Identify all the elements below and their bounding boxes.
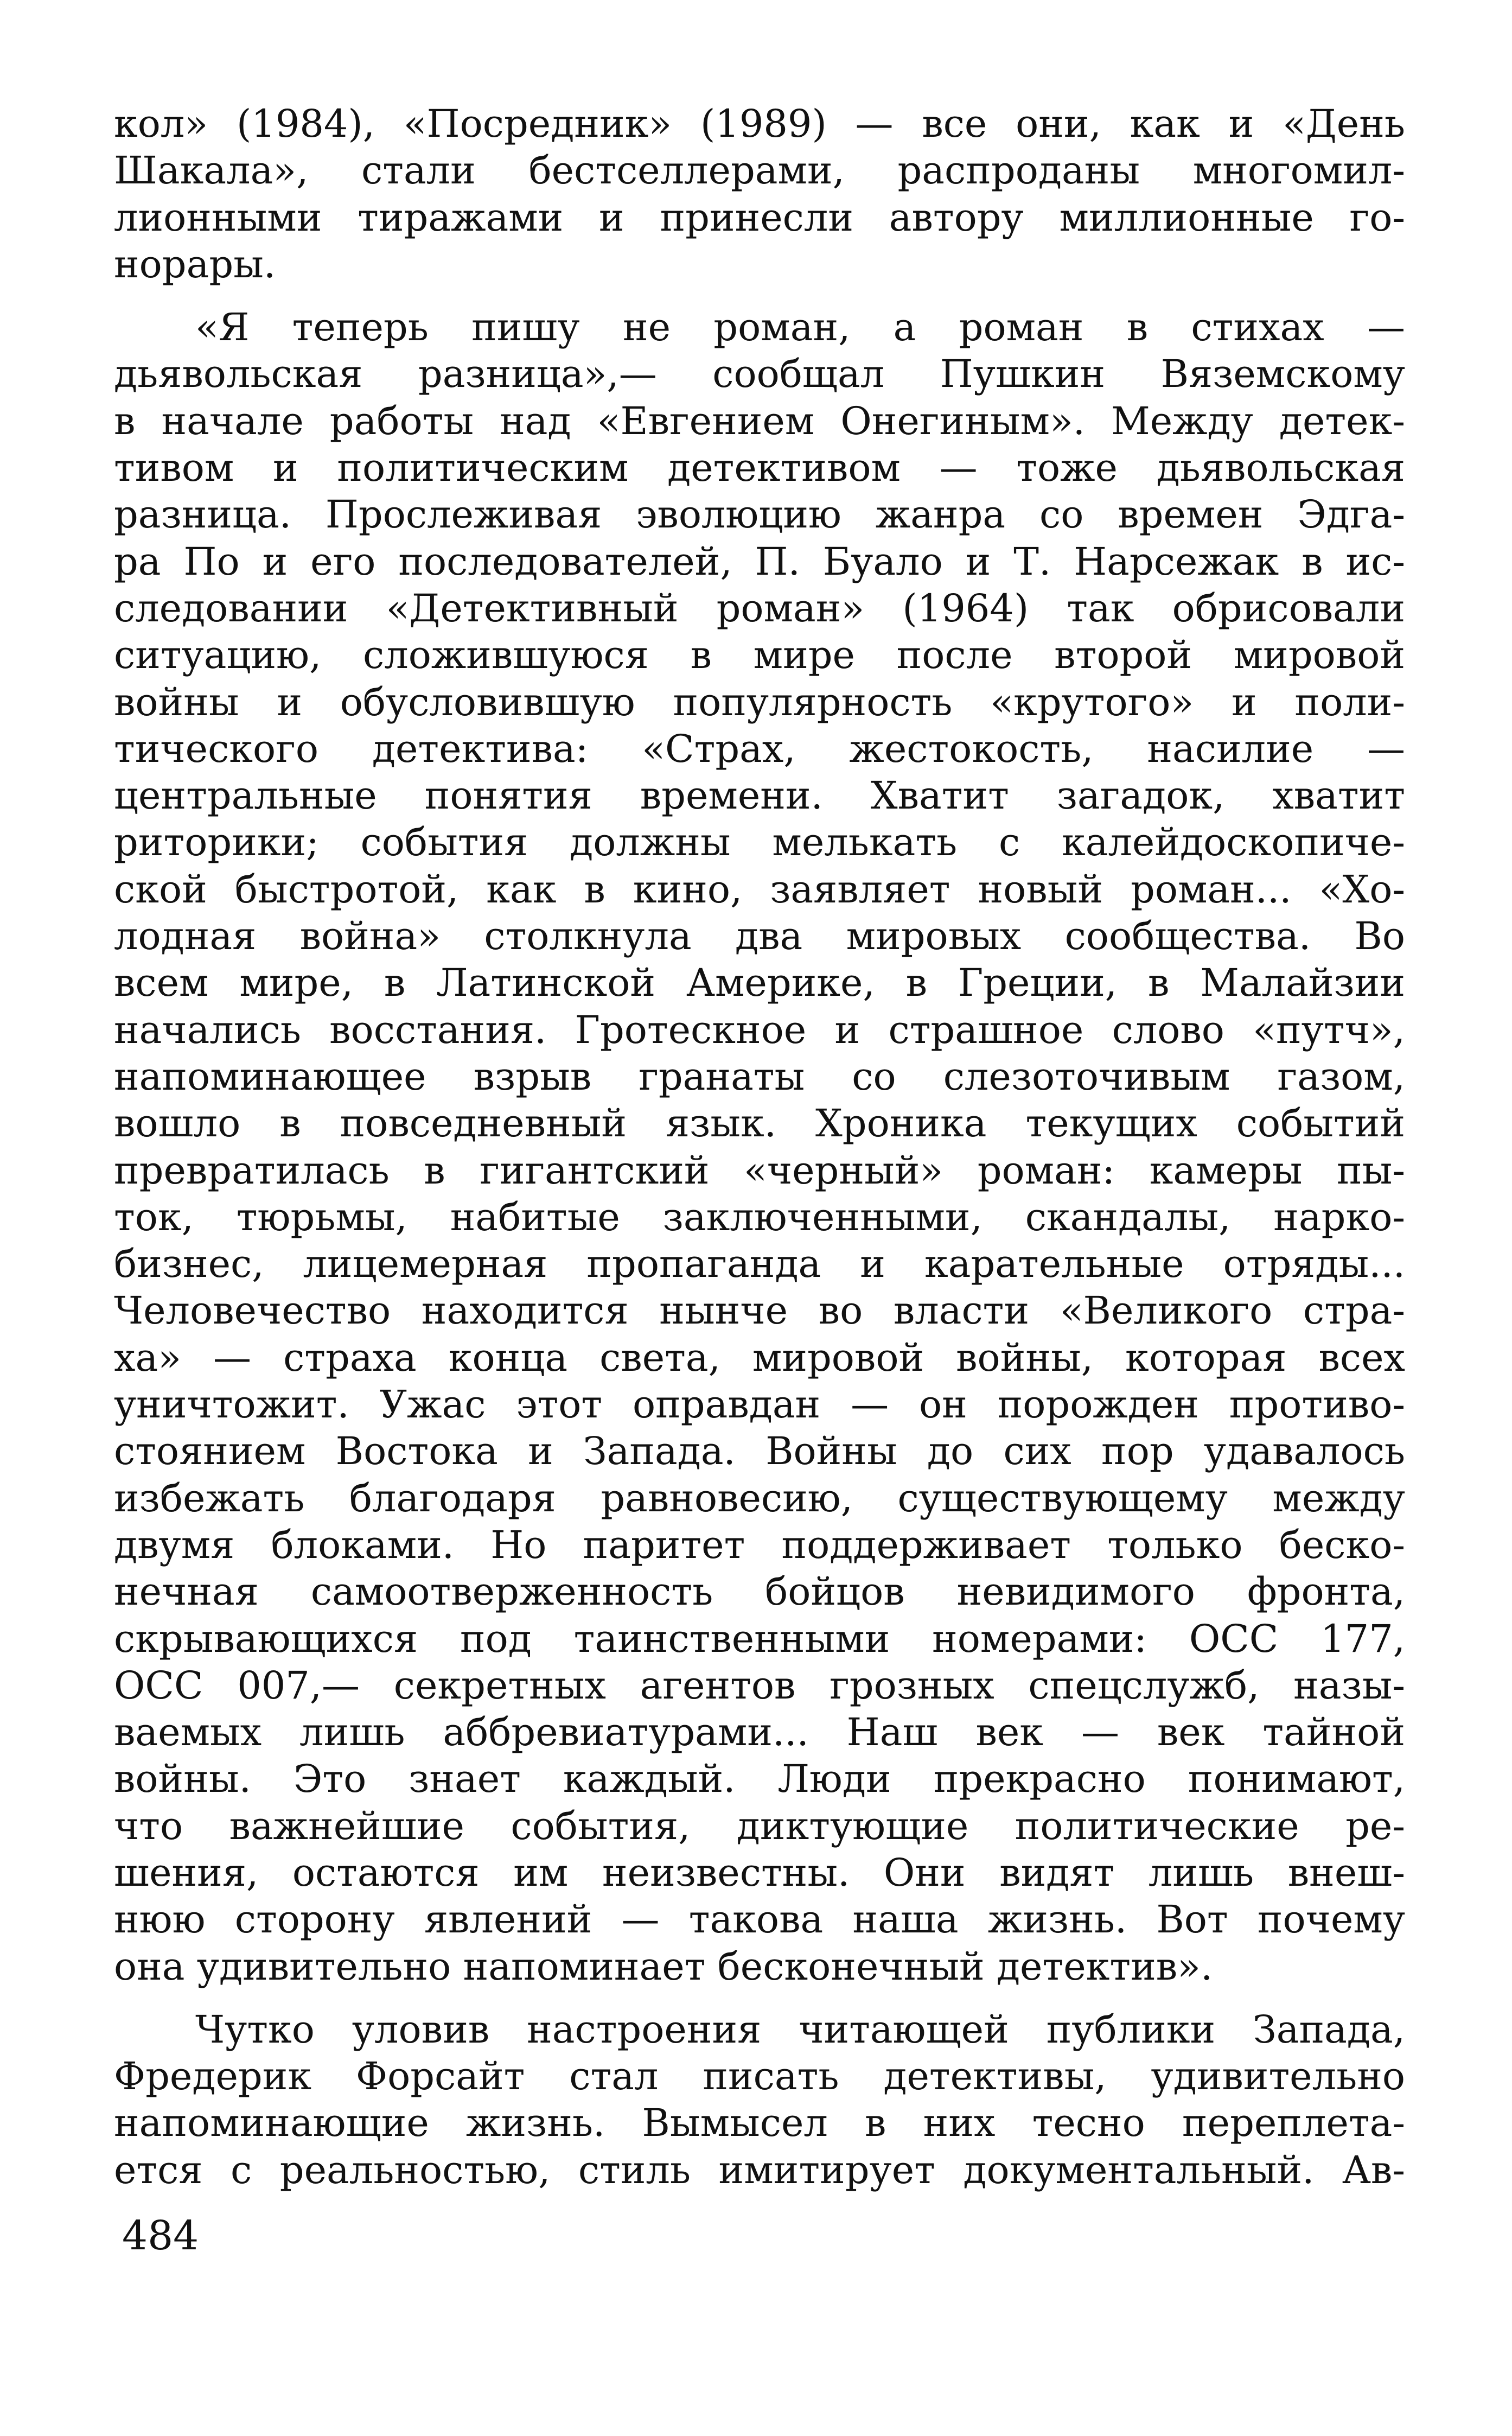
text-line: уничтожит. Ужас этот оправдан — он порожден противо-	[114, 1382, 1405, 1427]
paragraph-3	[114, 2006, 1405, 2193]
text-line: ситуацию, сложившуюся в мире после второй мировой	[114, 633, 1405, 678]
text-line: ется с реальностью, стиль имитирует документальный. Ав-	[114, 2147, 1405, 2192]
text-line: следовании «Детективный роман» (1964) так обрисовали	[114, 586, 1405, 631]
text-line: напоминающее взрыв гранаты со слезоточивым газом,	[114, 1054, 1405, 1099]
text-line: Чутко уловив настроения читающей публики Запада,	[195, 2007, 1405, 2052]
text-line: ха» — страха конца света, мировой войны, которая всех	[114, 1335, 1405, 1380]
text-line: превратилась в гигантский «черный» роман: камеры пы-	[114, 1148, 1405, 1193]
paragraph-gap	[114, 1990, 1405, 2006]
text-line: напоминающие жизнь. Вымысел в них тесно переплета-	[114, 2101, 1405, 2146]
text-line: войны. Это знает каждый. Люди прекрасно понимают,	[114, 1757, 1405, 1802]
text-line: нюю сторону явлений — такова наша жизнь. Вот почему	[114, 1897, 1405, 1942]
text-line: центральные понятия времени. Хватит загадок, хватит	[114, 773, 1405, 818]
text-line: тивом и политическим детективом — тоже дьявольская	[114, 446, 1405, 491]
text-line: кол» (1984), «Посредник» (1989) — все они, как и «День	[114, 101, 1405, 146]
text-line: ОСС 007,— секретных агентов грозных спецслужб, назы-	[114, 1663, 1405, 1708]
paragraph-2	[114, 304, 1405, 1990]
text-line: норары.	[114, 241, 276, 287]
page-number: 484	[122, 2212, 199, 2259]
text-line: войны и обусловившую популярность «крутого» и поли-	[114, 679, 1405, 724]
text-line: двумя блоками. Но паритет поддерживает только беско-	[114, 1522, 1405, 1567]
text-line: ской быстротой, как в кино, заявляет новый роман... «Хо-	[114, 867, 1405, 912]
text-line: «Я теперь пишу не роман, а роман в стихах —	[195, 305, 1405, 350]
text-line: дьявольская разница»,— сообщал Пушкин Вяземскому	[114, 352, 1405, 397]
text-line: риторики; события должны мелькать с калейдоскопиче-	[114, 820, 1405, 865]
paragraph-gap	[114, 288, 1405, 304]
page-body	[114, 100, 1405, 2193]
text-line: нечная самоотверженность бойцов невидимого фронта,	[114, 1569, 1405, 1614]
text-line: начались восстания. Гротескное и страшное слово «путч»,	[114, 1007, 1405, 1052]
text-line: шения, остаются им неизвестны. Они видят лишь внеш-	[114, 1850, 1405, 1895]
text-line: всем мире, в Латинской Америке, в Греции, в Малайзии	[114, 961, 1405, 1006]
text-line: что важнейшие события, диктующие политические ре-	[114, 1803, 1405, 1848]
text-line: Шакала», стали бестселлерами, распроданы многомил-	[114, 148, 1405, 193]
text-line: стоянием Востока и Запада. Войны до сих пор удавалось	[114, 1429, 1405, 1474]
text-line: вошло в повседневный язык. Хроника текущих событий	[114, 1101, 1405, 1146]
text-line: бизнес, лицемерная пропаганда и карательные отряды...	[114, 1242, 1405, 1287]
text-line: разница. Прослеживая эволюцию жанра со времен Эдга-	[114, 492, 1405, 537]
text-line: лионными тиражами и принесли автору миллионные го-	[114, 195, 1405, 240]
text-line: ра По и его последователей, П. Буало и Т. Нарсежак в ис-	[114, 539, 1405, 584]
text-line: в начале работы над «Евгением Онегиным». Между детек-	[114, 398, 1405, 443]
text-line: она удивительно напоминает бесконечный детектив».	[114, 1944, 1213, 1989]
text-line: скрывающихся под таинственными номерами: ОСС 177,	[114, 1616, 1405, 1661]
text-line: избежать благодаря равновесию, существующему между	[114, 1475, 1405, 1521]
text-line: ваемых лишь аббревиатурами... Наш век — век тайной	[114, 1710, 1405, 1755]
text-line: лодная война» столкнула два мировых сообщества. Во	[114, 914, 1405, 959]
text-line: ток, тюрьмы, набитые заключенными, скандалы, нарко-	[114, 1194, 1405, 1239]
text-line: Человечество находится нынче во власти «Великого стра-	[114, 1288, 1405, 1333]
text-line: тического детектива: «Страх, жестокость, насилие —	[114, 726, 1405, 771]
text-line: Фредерик Форсайт стал писать детективы, удивительно	[114, 2054, 1405, 2099]
paragraph-1	[114, 100, 1405, 288]
